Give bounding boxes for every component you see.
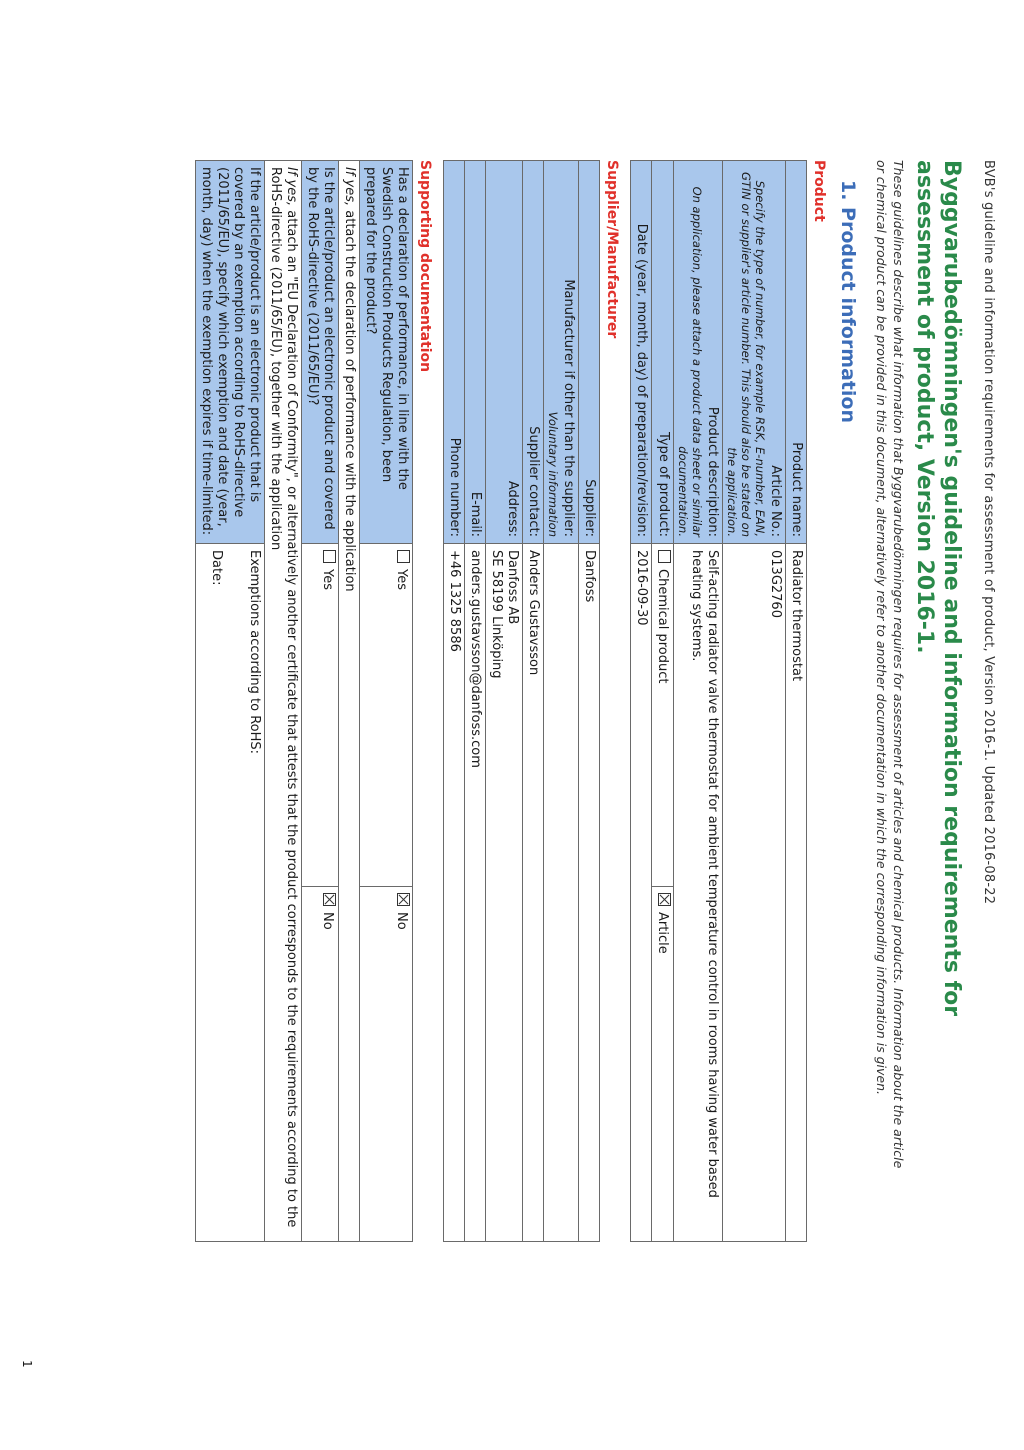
checkbox-checked-icon[interactable]	[323, 893, 336, 906]
table-row	[652, 161, 674, 1242]
rohs-question: Is the article/product an electronic product and covered by the RoHS-directive (2011/65/EU)?	[302, 161, 339, 544]
product-description-hint: On application, please attach a product data sheet or similar documentation.	[676, 186, 704, 537]
table-row	[786, 161, 807, 1242]
type-option-article[interactable]	[652, 887, 674, 1242]
address-label: Address:	[486, 161, 523, 544]
product-description-label: Product description:	[705, 406, 720, 537]
supplier-heading: Supplier/Manufacturer	[604, 160, 620, 339]
email-field[interactable]: anders.gustavsson@danfoss.com	[465, 544, 486, 1242]
manufacturer-cell	[544, 161, 579, 544]
date-label: Date (year, month, day) of preparation/revision:	[631, 161, 652, 544]
table-row	[196, 161, 265, 1242]
type-option-chemical[interactable]	[652, 544, 674, 887]
address-field[interactable]	[486, 544, 523, 1242]
document-title-line2: assessment of product, Version 2016-1.	[912, 160, 937, 654]
supplier-contact-field[interactable]: Anders Gustavsson	[523, 544, 544, 1242]
table-row	[544, 161, 579, 1242]
product-description-field[interactable]: Self-acting radiator valve thermostat for ambient temperature control in rooms having water based heating systems.	[674, 544, 723, 1242]
article-no-label: Article No.:	[768, 465, 783, 537]
checkbox-unchecked-icon[interactable]	[323, 550, 336, 563]
intro-paragraph: These guidelines describe what information that Byggvarubedömningen requires for assessment of articles and chemical products. Information about the article or chemical product can be provided in this document, alternatively refer to another documentation in which the corresponding information is given.	[874, 160, 906, 1169]
supporting-table	[195, 160, 413, 1242]
checkbox-unchecked-icon[interactable]	[658, 550, 671, 563]
product-description-cell	[674, 161, 723, 544]
dop-no-option[interactable]	[360, 887, 413, 1242]
table-row	[360, 161, 413, 1242]
supporting-heading: Supporting documentation	[417, 160, 433, 373]
exemption-fields[interactable]	[196, 544, 265, 1242]
checkbox-unchecked-icon[interactable]	[397, 550, 410, 563]
email-label: E-mail:	[465, 161, 486, 544]
dop-note-text: attach the declaration of performance with the application	[342, 206, 357, 592]
exemptions-label: Exemptions according to RoHS:	[247, 550, 262, 755]
table-row	[674, 161, 723, 1242]
dop-no-label: No	[394, 912, 409, 930]
product-name-field[interactable]: Radiator thermostat	[786, 544, 807, 1242]
type-option-article-label: Article	[655, 912, 670, 954]
supplier-contact-label: Supplier contact:	[523, 161, 544, 544]
table-row	[523, 161, 544, 1242]
document-title-line1: Byggvarubedömningen's guideline and information requirements for	[939, 160, 964, 1017]
rohs-yes-option[interactable]	[302, 544, 339, 887]
table-row	[465, 161, 486, 1242]
product-heading: Product	[811, 160, 827, 222]
supplier-label: Supplier:	[579, 161, 600, 544]
rohs-no-option[interactable]	[302, 887, 339, 1242]
voluntary-hint: Voluntary information	[546, 411, 560, 537]
article-no-hint: Specify the type of number, for example RSK, E-number, EAN, GTIN or supplier's article number. This should also be stated on the application.	[725, 171, 767, 537]
supplier-table	[443, 160, 600, 1242]
product-table	[630, 160, 807, 1242]
table-row	[723, 161, 786, 1242]
dop-note	[339, 161, 360, 1242]
table-row	[579, 161, 600, 1242]
rohs-yes-label: Yes	[320, 569, 335, 590]
date-field[interactable]: 2016-09-30	[631, 544, 652, 1242]
article-no-field[interactable]: 013G2760	[723, 544, 786, 1242]
phone-label: Phone number:	[444, 161, 465, 544]
exemption-date-label: Date:	[209, 550, 224, 586]
table-row	[486, 161, 523, 1242]
table-row	[339, 161, 360, 1242]
rohs-note	[265, 161, 302, 1242]
table-row	[302, 161, 339, 1242]
rohs-note-emphasis: If yes,	[284, 167, 299, 207]
dop-yes-label: Yes	[394, 569, 409, 590]
phone-field[interactable]: +46 1325 8586	[444, 544, 465, 1242]
exemption-question: If the article/product is an electronic product that is covered by an exemption according to RoHS-directive (2011/65/EU), specify which exemption and date (year, month, day) when the exemption expires if time-limited:	[196, 161, 265, 544]
checkbox-checked-icon[interactable]	[658, 893, 671, 906]
address-line-2: SE 58199 Linköping	[489, 550, 504, 679]
dop-yes-option[interactable]	[360, 544, 413, 887]
page-number: 1	[20, 1360, 34, 1368]
type-of-product-label: Type of product:	[652, 161, 674, 544]
supplier-field[interactable]: Danfoss	[579, 544, 600, 1242]
page-header: BVB's guideline and information requirements for assessment of product, Version 2016-1. Updated 2016-08-22	[981, 160, 996, 905]
type-option-chemical-label: Chemical product	[655, 569, 670, 684]
address-line-1: Danfoss AB	[505, 550, 520, 625]
product-name-label: Product name:	[786, 161, 807, 544]
rohs-no-label: No	[320, 912, 335, 930]
article-no-cell	[723, 161, 786, 544]
checkbox-checked-icon[interactable]	[397, 893, 410, 906]
table-row	[444, 161, 465, 1242]
dop-question: Has a declaration of performance, in line with the Swedish Construction Products Regulation, been prepared for the product?	[360, 161, 413, 544]
manufacturer-field[interactable]	[544, 544, 579, 1242]
table-row	[265, 161, 302, 1242]
manufacturer-label: Manufacturer if other than the supplier:	[561, 279, 576, 537]
dop-note-emphasis: If yes,	[342, 167, 357, 207]
document-title	[911, 160, 965, 1420]
rohs-note-text: attach an "EU Declaration of Conformity", or alternatively another certificate that attests that the product corresponds to the requirements according to the RoHS-directive (2011/65/EU), together with the application	[268, 167, 299, 1228]
table-row	[631, 161, 652, 1242]
section-heading: 1. Product information	[837, 180, 859, 424]
